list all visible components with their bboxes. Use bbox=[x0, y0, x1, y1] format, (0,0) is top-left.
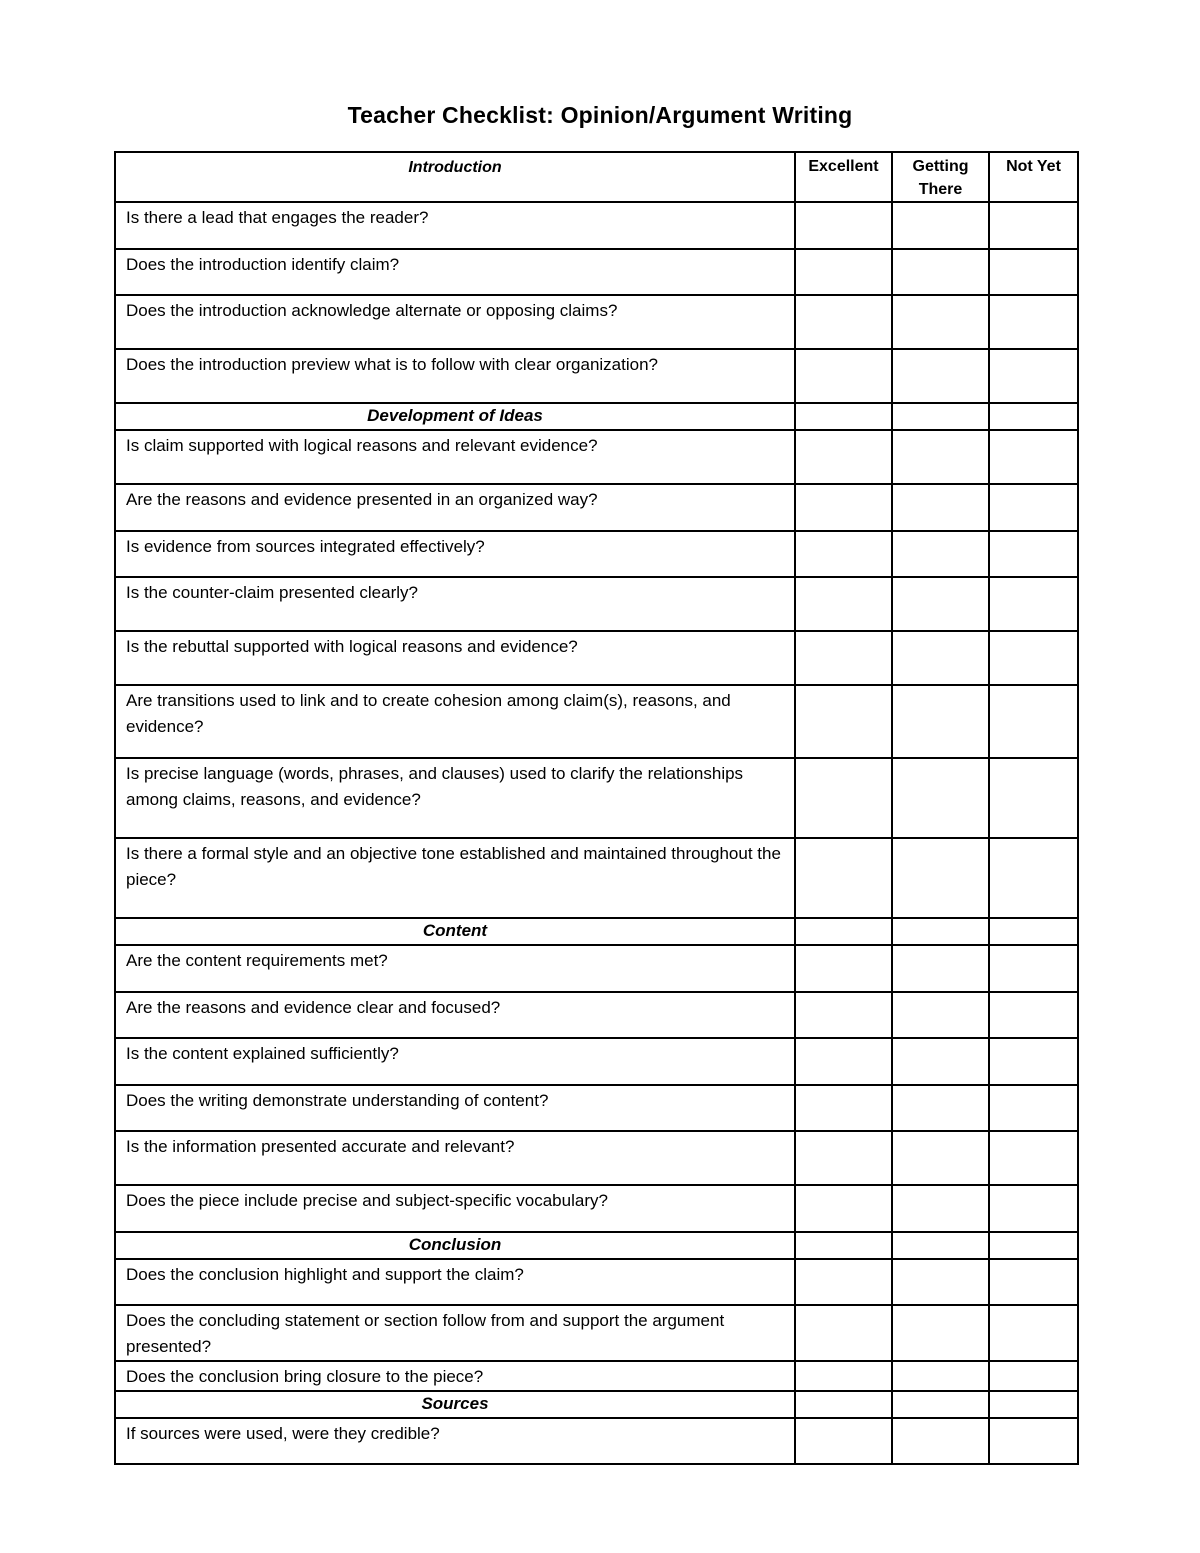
rating-cell-not-yet[interactable] bbox=[989, 1085, 1078, 1131]
rating-cell-getting-there[interactable] bbox=[892, 685, 989, 758]
rating-cell-getting-there[interactable] bbox=[892, 838, 989, 918]
rating-cell-getting-there[interactable] bbox=[892, 945, 989, 992]
question-text: Are transitions used to link and to create cohesion among claim(s), reasons, and evidence? bbox=[115, 685, 795, 758]
rating-cell-not-yet[interactable] bbox=[989, 1131, 1078, 1185]
table-row bbox=[115, 531, 1078, 577]
rating-cell-excellent[interactable] bbox=[795, 758, 892, 838]
rating-cell-not-yet[interactable] bbox=[989, 838, 1078, 918]
rating-cell-getting-there[interactable] bbox=[892, 992, 989, 1038]
table-row bbox=[115, 992, 1078, 1038]
section-heading: Sources bbox=[115, 1391, 795, 1418]
table-row bbox=[115, 430, 1078, 484]
table-row bbox=[115, 1418, 1078, 1464]
rating-cell-getting-there[interactable] bbox=[892, 1361, 989, 1391]
rating-cell-excellent[interactable] bbox=[795, 1305, 892, 1361]
page-title: Teacher Checklist: Opinion/Argument Writing bbox=[347, 102, 853, 128]
rating-cell-not-yet[interactable] bbox=[989, 1305, 1078, 1361]
rating-cell-excellent[interactable] bbox=[795, 1038, 892, 1085]
rating-cell-excellent[interactable] bbox=[795, 685, 892, 758]
rating-cell-getting-there[interactable] bbox=[892, 349, 989, 403]
rating-cell-getting-there[interactable] bbox=[892, 484, 989, 531]
rating-cell-excellent[interactable] bbox=[795, 202, 892, 249]
section-row-empty-cell bbox=[795, 1391, 892, 1418]
section-heading: Content bbox=[115, 918, 795, 945]
rating-cell-getting-there[interactable] bbox=[892, 430, 989, 484]
rating-cell-excellent[interactable] bbox=[795, 1185, 892, 1232]
table-row bbox=[115, 1185, 1078, 1232]
rating-cell-getting-there[interactable] bbox=[892, 295, 989, 349]
section-row-empty-cell bbox=[795, 403, 892, 430]
rating-cell-not-yet[interactable] bbox=[989, 531, 1078, 577]
table-row bbox=[115, 945, 1078, 992]
rating-cell-getting-there[interactable] bbox=[892, 1305, 989, 1361]
column-header-getting-there: Getting There bbox=[892, 152, 989, 202]
rating-cell-not-yet[interactable] bbox=[989, 1361, 1078, 1391]
rating-cell-not-yet[interactable] bbox=[989, 1185, 1078, 1232]
checklist-table bbox=[114, 151, 1079, 1465]
rating-cell-excellent[interactable] bbox=[795, 295, 892, 349]
rating-cell-getting-there[interactable] bbox=[892, 1185, 989, 1232]
table-row bbox=[115, 577, 1078, 631]
rating-cell-excellent[interactable] bbox=[795, 430, 892, 484]
question-text: Does the conclusion highlight and support the claim? bbox=[115, 1259, 795, 1305]
table-row bbox=[115, 249, 1078, 295]
rating-cell-not-yet[interactable] bbox=[989, 202, 1078, 249]
rating-cell-getting-there[interactable] bbox=[892, 758, 989, 838]
table-row bbox=[115, 1361, 1078, 1391]
section-row-empty-cell bbox=[892, 1232, 989, 1259]
rating-cell-excellent[interactable] bbox=[795, 1085, 892, 1131]
section-row-empty-cell bbox=[989, 918, 1078, 945]
rating-cell-not-yet[interactable] bbox=[989, 992, 1078, 1038]
section-row-empty-cell bbox=[989, 1391, 1078, 1418]
rating-cell-not-yet[interactable] bbox=[989, 1038, 1078, 1085]
question-text: Does the introduction preview what is to follow with clear organization? bbox=[115, 349, 795, 403]
question-text: Is the information presented accurate and relevant? bbox=[115, 1131, 795, 1185]
question-text: Is the rebuttal supported with logical reasons and evidence? bbox=[115, 631, 795, 685]
rating-cell-not-yet[interactable] bbox=[989, 1418, 1078, 1464]
table-row bbox=[115, 1085, 1078, 1131]
table-row bbox=[115, 758, 1078, 838]
question-text: Is there a lead that engages the reader? bbox=[115, 202, 795, 249]
section-heading: Development of Ideas bbox=[115, 403, 795, 430]
rating-cell-not-yet[interactable] bbox=[989, 945, 1078, 992]
question-text: Does the introduction acknowledge alternate or opposing claims? bbox=[115, 295, 795, 349]
rating-cell-excellent[interactable] bbox=[795, 945, 892, 992]
rating-cell-getting-there[interactable] bbox=[892, 1085, 989, 1131]
table-row bbox=[115, 685, 1078, 758]
table-row bbox=[115, 1305, 1078, 1361]
rating-cell-getting-there[interactable] bbox=[892, 1131, 989, 1185]
rating-cell-excellent[interactable] bbox=[795, 992, 892, 1038]
rating-cell-not-yet[interactable] bbox=[989, 349, 1078, 403]
question-text: Is claim supported with logical reasons and relevant evidence? bbox=[115, 430, 795, 484]
question-text: Does the concluding statement or section follow from and support the argument presented? bbox=[115, 1305, 795, 1361]
rating-cell-excellent[interactable] bbox=[795, 484, 892, 531]
table-header-row bbox=[115, 152, 1078, 202]
table-row bbox=[115, 1131, 1078, 1185]
rating-cell-not-yet[interactable] bbox=[989, 249, 1078, 295]
section-row-empty-cell bbox=[892, 918, 989, 945]
table-row bbox=[115, 202, 1078, 249]
rating-cell-getting-there[interactable] bbox=[892, 531, 989, 577]
section-row bbox=[115, 1391, 1078, 1418]
rating-cell-not-yet[interactable] bbox=[989, 685, 1078, 758]
section-row bbox=[115, 918, 1078, 945]
question-text: Does the piece include precise and subject-specific vocabulary? bbox=[115, 1185, 795, 1232]
table-row bbox=[115, 1259, 1078, 1305]
table-row bbox=[115, 484, 1078, 531]
rating-cell-not-yet[interactable] bbox=[989, 295, 1078, 349]
section-row-empty-cell bbox=[989, 1232, 1078, 1259]
question-text: Does the conclusion bring closure to the piece? bbox=[115, 1361, 795, 1391]
question-text: Is evidence from sources integrated effectively? bbox=[115, 531, 795, 577]
section-row-empty-cell bbox=[892, 1391, 989, 1418]
section-row-empty-cell bbox=[989, 403, 1078, 430]
rating-cell-not-yet[interactable] bbox=[989, 758, 1078, 838]
rating-cell-excellent[interactable] bbox=[795, 1259, 892, 1305]
rating-cell-excellent[interactable] bbox=[795, 1418, 892, 1464]
section-row-empty-cell bbox=[795, 918, 892, 945]
column-header-not-yet: Not Yet bbox=[989, 152, 1078, 202]
question-text: Is the counter-claim presented clearly? bbox=[115, 577, 795, 631]
question-text: Is there a formal style and an objective tone established and maintained throughout the piece? bbox=[115, 838, 795, 918]
rating-cell-getting-there[interactable] bbox=[892, 1418, 989, 1464]
column-header-excellent: Excellent bbox=[795, 152, 892, 202]
table-row bbox=[115, 631, 1078, 685]
table-row bbox=[115, 295, 1078, 349]
table-row bbox=[115, 1038, 1078, 1085]
rating-cell-excellent[interactable] bbox=[795, 531, 892, 577]
rating-cell-getting-there[interactable] bbox=[892, 249, 989, 295]
section-row bbox=[115, 403, 1078, 430]
rating-cell-not-yet[interactable] bbox=[989, 1259, 1078, 1305]
table-row bbox=[115, 349, 1078, 403]
section-row-empty-cell bbox=[795, 1232, 892, 1259]
section-row bbox=[115, 1232, 1078, 1259]
rating-cell-excellent[interactable] bbox=[795, 1131, 892, 1185]
question-text: Does the introduction identify claim? bbox=[115, 249, 795, 295]
question-text: Is the content explained sufficiently? bbox=[115, 1038, 795, 1085]
table-row bbox=[115, 838, 1078, 918]
rating-cell-excellent[interactable] bbox=[795, 631, 892, 685]
rating-cell-getting-there[interactable] bbox=[892, 202, 989, 249]
rating-cell-not-yet[interactable] bbox=[989, 430, 1078, 484]
question-text: Are the content requirements met? bbox=[115, 945, 795, 992]
rating-cell-excellent[interactable] bbox=[795, 349, 892, 403]
section-heading: Conclusion bbox=[115, 1232, 795, 1259]
section-row-empty-cell bbox=[892, 403, 989, 430]
question-text: If sources were used, were they credible? bbox=[115, 1418, 795, 1464]
rating-cell-excellent[interactable] bbox=[795, 577, 892, 631]
rating-cell-excellent[interactable] bbox=[795, 838, 892, 918]
rating-cell-getting-there[interactable] bbox=[892, 577, 989, 631]
rating-cell-not-yet[interactable] bbox=[989, 631, 1078, 685]
rating-cell-getting-there[interactable] bbox=[892, 1038, 989, 1085]
rating-cell-not-yet[interactable] bbox=[989, 484, 1078, 531]
question-text: Does the writing demonstrate understanding of content? bbox=[115, 1085, 795, 1131]
rating-cell-getting-there[interactable] bbox=[892, 1259, 989, 1305]
section-heading: Introduction bbox=[115, 152, 795, 202]
rating-cell-excellent[interactable] bbox=[795, 249, 892, 295]
rating-cell-getting-there[interactable] bbox=[892, 631, 989, 685]
question-text: Are the reasons and evidence clear and focused? bbox=[115, 992, 795, 1038]
rating-cell-excellent[interactable] bbox=[795, 1361, 892, 1391]
rating-cell-not-yet[interactable] bbox=[989, 577, 1078, 631]
question-text: Is precise language (words, phrases, and clauses) used to clarify the relationships among claims, reasons, and evidence? bbox=[115, 758, 795, 838]
question-text: Are the reasons and evidence presented in an organized way? bbox=[115, 484, 795, 531]
